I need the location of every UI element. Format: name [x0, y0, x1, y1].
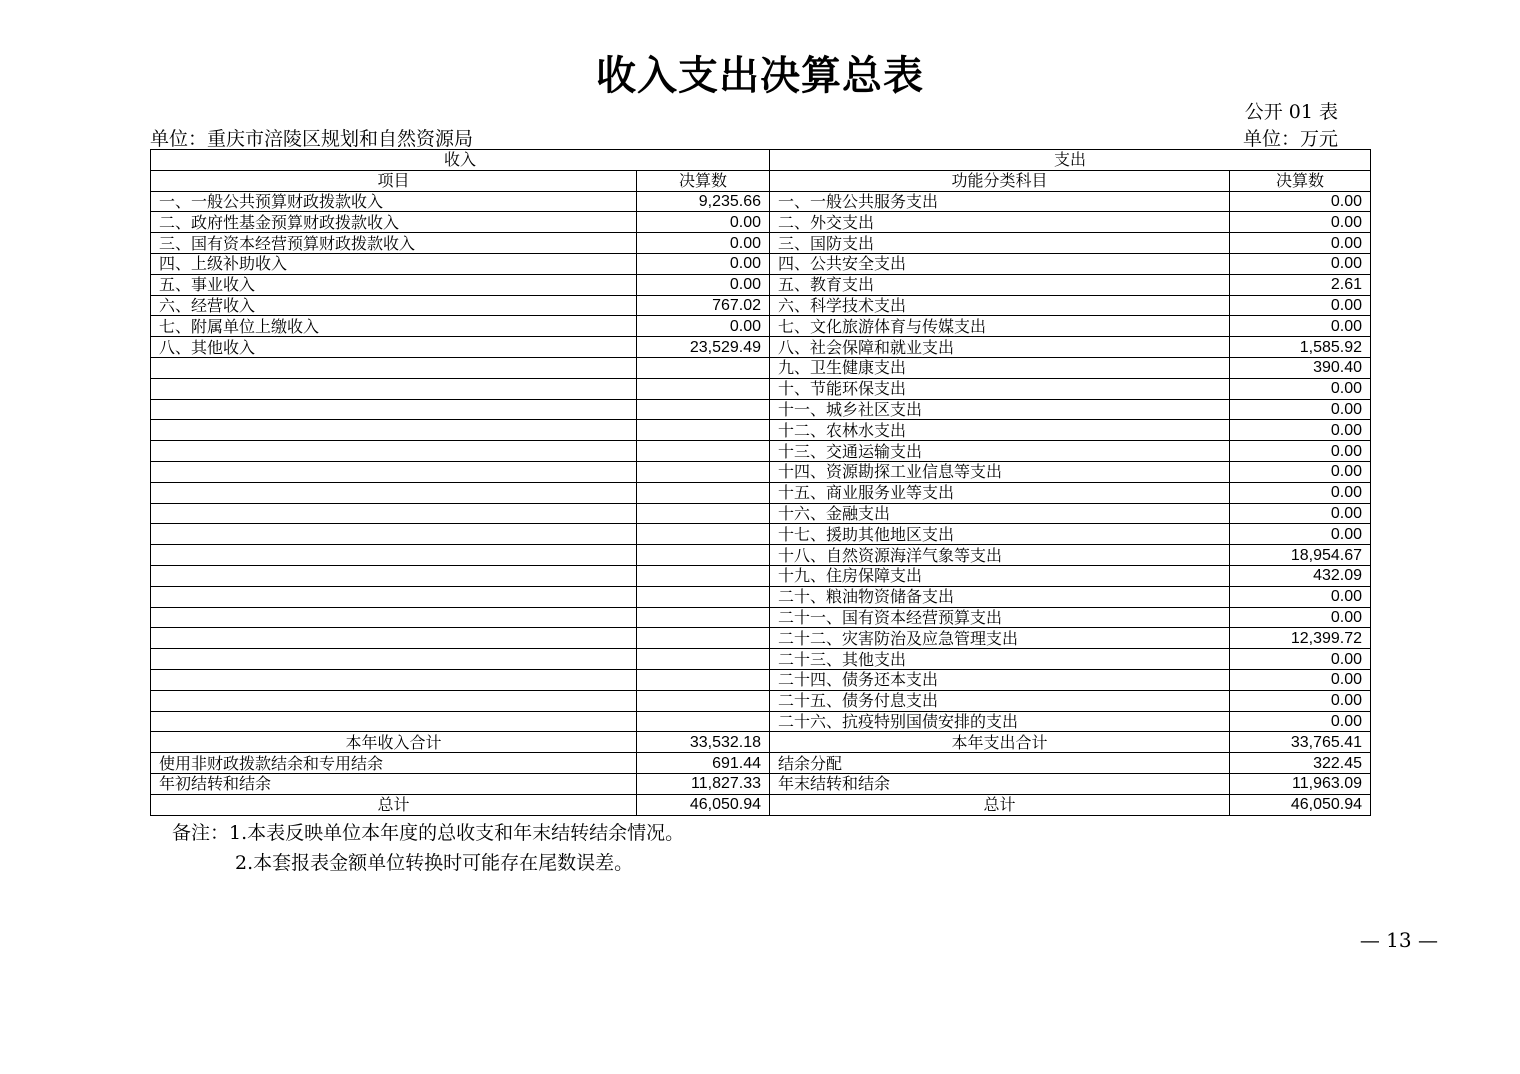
income-amount: 691.44 — [637, 753, 770, 774]
income-amount: 0.00 — [637, 253, 770, 274]
unit-organization: 单位：重庆市涪陵区规划和自然资源局 — [150, 128, 474, 150]
table-row — [151, 212, 1371, 233]
income-item — [151, 524, 637, 545]
expense-amount: 0.00 — [1230, 586, 1371, 607]
expense-item: 十九、住房保障支出 — [770, 565, 1230, 586]
income-amount: 23,529.49 — [637, 337, 770, 358]
expense-item: 七、文化旅游体育与传媒支出 — [770, 316, 1230, 337]
expense-item: 二十一、国有资本经营预算支出 — [770, 607, 1230, 628]
table-row — [151, 253, 1371, 274]
income-amount: 46,050.94 — [637, 794, 770, 815]
table-row — [151, 399, 1371, 420]
expense-amount: 0.00 — [1230, 399, 1371, 420]
income-item — [151, 461, 637, 482]
income-item — [151, 503, 637, 524]
expense-item: 六、科学技术支出 — [770, 295, 1230, 316]
expense-amount: 12,399.72 — [1230, 628, 1371, 649]
income-item — [151, 607, 637, 628]
income-item — [151, 482, 637, 503]
expense-amount: 18,954.67 — [1230, 545, 1371, 566]
expense-item: 十一、城乡社区支出 — [770, 399, 1230, 420]
expense-item: 二十三、其他支出 — [770, 649, 1230, 670]
expense-amount: 0.00 — [1230, 524, 1371, 545]
table-row — [151, 732, 1371, 753]
col-func-item: 功能分类科目 — [770, 170, 1230, 191]
expense-amount: 1,585.92 — [1230, 337, 1371, 358]
expense-amount: 46,050.94 — [1230, 794, 1371, 815]
expense-item: 二十五、债务付息支出 — [770, 690, 1230, 711]
income-amount — [637, 461, 770, 482]
table-row — [151, 690, 1371, 711]
expense-item: 总计 — [770, 794, 1230, 815]
income-item — [151, 357, 637, 378]
expense-amount: 0.00 — [1230, 253, 1371, 274]
expense-amount: 0.00 — [1230, 711, 1371, 732]
income-item — [151, 711, 637, 732]
note-line-2: 2.本套报表金额单位转换时可能存在尾数误差。 — [235, 852, 634, 874]
income-item: 本年收入合计 — [151, 732, 637, 753]
table-section-header — [151, 150, 1371, 171]
expense-amount: 0.00 — [1230, 482, 1371, 503]
expense-amount: 0.00 — [1230, 461, 1371, 482]
table-row — [151, 441, 1371, 462]
income-item — [151, 545, 637, 566]
table-column-header — [151, 170, 1371, 191]
income-amount: 11,827.33 — [637, 773, 770, 794]
income-item: 五、事业收入 — [151, 274, 637, 295]
expense-amount: 390.40 — [1230, 357, 1371, 378]
income-item: 七、附属单位上缴收入 — [151, 316, 637, 337]
income-item — [151, 649, 637, 670]
unit-currency: 单位：万元 — [1242, 128, 1338, 150]
table-row — [151, 607, 1371, 628]
income-amount: 0.00 — [637, 212, 770, 233]
table-row — [151, 545, 1371, 566]
income-item — [151, 441, 637, 462]
table-row — [151, 191, 1371, 212]
income-amount — [637, 441, 770, 462]
table-row — [151, 378, 1371, 399]
form-code: 公开 01 表 — [1244, 101, 1338, 123]
expense-amount: 0.00 — [1230, 441, 1371, 462]
table-row — [151, 316, 1371, 337]
col-amount: 决算数 — [637, 170, 770, 191]
income-amount — [637, 586, 770, 607]
expense-item: 二、外交支出 — [770, 212, 1230, 233]
income-item: 年初结转和结余 — [151, 773, 637, 794]
income-amount — [637, 399, 770, 420]
income-amount: 9,235.66 — [637, 191, 770, 212]
table-row — [151, 565, 1371, 586]
income-item: 六、经营收入 — [151, 295, 637, 316]
expense-item: 五、教育支出 — [770, 274, 1230, 295]
expense-header: 支出 — [770, 150, 1371, 171]
income-item: 三、国有资本经营预算财政拨款收入 — [151, 233, 637, 254]
expense-amount: 322.45 — [1230, 753, 1371, 774]
expense-item: 十五、商业服务业等支出 — [770, 482, 1230, 503]
expense-item: 结余分配 — [770, 753, 1230, 774]
expense-amount: 0.00 — [1230, 212, 1371, 233]
expense-amount: 0.00 — [1230, 649, 1371, 670]
income-amount — [637, 357, 770, 378]
expense-amount: 11,963.09 — [1230, 773, 1371, 794]
table-row — [151, 628, 1371, 649]
income-item: 总计 — [151, 794, 637, 815]
expense-amount: 0.00 — [1230, 607, 1371, 628]
table-row — [151, 482, 1371, 503]
income-expense-table — [150, 149, 1371, 816]
expense-item: 十四、资源勘探工业信息等支出 — [770, 461, 1230, 482]
table-row — [151, 295, 1371, 316]
income-item — [151, 690, 637, 711]
income-amount: 0.00 — [637, 274, 770, 295]
income-amount: 33,532.18 — [637, 732, 770, 753]
income-item — [151, 628, 637, 649]
table-row — [151, 773, 1371, 794]
expense-item: 八、社会保障和就业支出 — [770, 337, 1230, 358]
income-amount — [637, 711, 770, 732]
table-row — [151, 524, 1371, 545]
expense-item: 二十、粮油物资储备支出 — [770, 586, 1230, 607]
table-row — [151, 794, 1371, 815]
expense-item: 年末结转和结余 — [770, 773, 1230, 794]
expense-item: 十三、交通运输支出 — [770, 441, 1230, 462]
income-item — [151, 586, 637, 607]
income-amount: 767.02 — [637, 295, 770, 316]
expense-item: 二十四、债务还本支出 — [770, 669, 1230, 690]
expense-amount: 432.09 — [1230, 565, 1371, 586]
table-row — [151, 711, 1371, 732]
table-row — [151, 649, 1371, 670]
page-title: 收入支出决算总表 — [596, 52, 924, 99]
expense-item: 九、卫生健康支出 — [770, 357, 1230, 378]
expense-amount: 0.00 — [1230, 420, 1371, 441]
table-row — [151, 586, 1371, 607]
expense-item: 二十六、抗疫特别国债安排的支出 — [770, 711, 1230, 732]
income-amount — [637, 565, 770, 586]
income-item — [151, 565, 637, 586]
expense-item: 二十二、灾害防治及应急管理支出 — [770, 628, 1230, 649]
expense-item: 十二、农林水支出 — [770, 420, 1230, 441]
income-item: 八、其他收入 — [151, 337, 637, 358]
expense-amount: 0.00 — [1230, 378, 1371, 399]
income-item — [151, 669, 637, 690]
table-row — [151, 357, 1371, 378]
expense-amount: 0.00 — [1230, 503, 1371, 524]
income-amount — [637, 420, 770, 441]
expense-item: 十七、援助其他地区支出 — [770, 524, 1230, 545]
expense-item: 十八、自然资源海洋气象等支出 — [770, 545, 1230, 566]
income-item: 四、上级补助收入 — [151, 253, 637, 274]
table-row — [151, 274, 1371, 295]
expense-item: 十六、金融支出 — [770, 503, 1230, 524]
expense-amount: 0.00 — [1230, 669, 1371, 690]
expense-item: 四、公共安全支出 — [770, 253, 1230, 274]
expense-amount: 0.00 — [1230, 233, 1371, 254]
note-line-1: 备注：1.本表反映单位本年度的总收支和年末结转结余情况。 — [172, 822, 685, 844]
col-amount-2: 决算数 — [1230, 170, 1371, 191]
income-amount — [637, 607, 770, 628]
expense-item: 本年支出合计 — [770, 732, 1230, 753]
table-row — [151, 669, 1371, 690]
expense-item: 三、国防支出 — [770, 233, 1230, 254]
income-item: 一、一般公共预算财政拨款收入 — [151, 191, 637, 212]
income-amount — [637, 524, 770, 545]
expense-item: 十、节能环保支出 — [770, 378, 1230, 399]
income-amount — [637, 628, 770, 649]
income-amount — [637, 690, 770, 711]
income-amount — [637, 545, 770, 566]
income-amount — [637, 482, 770, 503]
expense-amount: 0.00 — [1230, 690, 1371, 711]
expense-amount: 0.00 — [1230, 316, 1371, 337]
income-amount — [637, 669, 770, 690]
table-row — [151, 337, 1371, 358]
income-item — [151, 420, 637, 441]
income-item: 使用非财政拨款结余和专用结余 — [151, 753, 637, 774]
income-item: 二、政府性基金预算财政拨款收入 — [151, 212, 637, 233]
income-amount: 0.00 — [637, 233, 770, 254]
expense-amount: 0.00 — [1230, 295, 1371, 316]
income-amount — [637, 649, 770, 670]
income-header: 收入 — [151, 150, 770, 171]
col-item: 项目 — [151, 170, 637, 191]
page-number: — 13 — — [1359, 928, 1438, 952]
income-item — [151, 399, 637, 420]
income-amount — [637, 378, 770, 399]
expense-amount: 0.00 — [1230, 191, 1371, 212]
income-item — [151, 378, 637, 399]
table-row — [151, 753, 1371, 774]
table-row — [151, 461, 1371, 482]
table-row — [151, 420, 1371, 441]
expense-item: 一、一般公共服务支出 — [770, 191, 1230, 212]
income-amount: 0.00 — [637, 316, 770, 337]
expense-amount: 2.61 — [1230, 274, 1371, 295]
expense-amount: 33,765.41 — [1230, 732, 1371, 753]
income-amount — [637, 503, 770, 524]
table-row — [151, 503, 1371, 524]
table-row — [151, 233, 1371, 254]
